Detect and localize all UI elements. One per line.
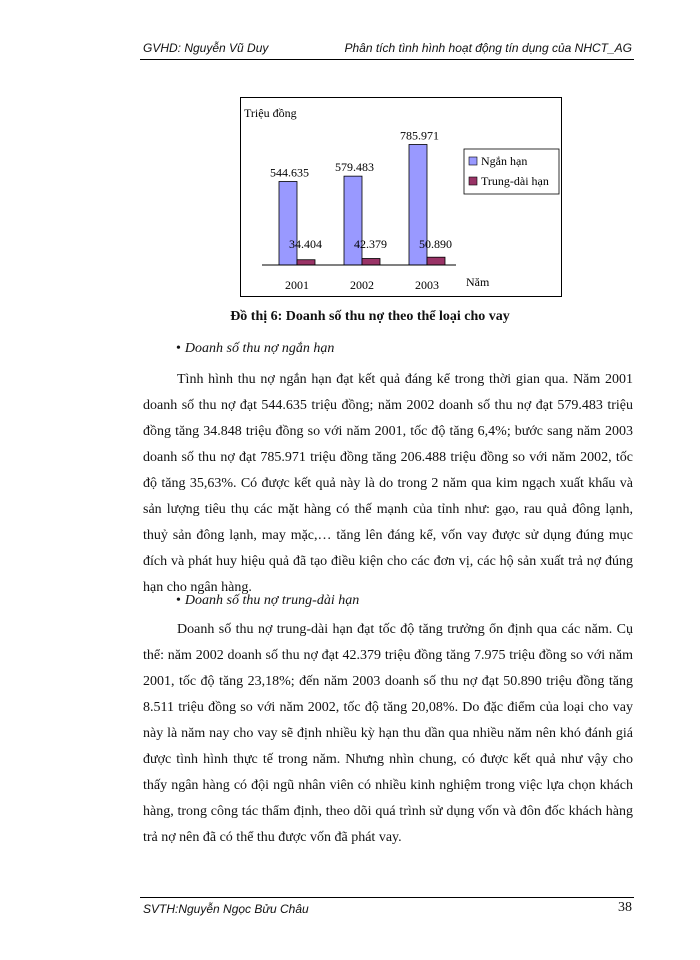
data-label-ngan-han-2003: 785.971 (400, 128, 439, 143)
section-title: Doanh số thu nợ trung-dài hạn (184, 593, 360, 608)
x-tick-2002: 2002 (350, 278, 374, 292)
bullet-icon: • (176, 593, 181, 608)
legend-label-trung-dai-han: Trung-dài hạn (481, 174, 549, 188)
chart-caption: Đồ thị 6: Doanh số thu nợ theo thể loại cho vay (230, 309, 510, 324)
section-heading-medium-long-term (176, 593, 359, 609)
data-label-trung-dai-han-2003: 50.890 (419, 237, 452, 251)
bar-trung-dai-han-2001 (297, 260, 315, 265)
paragraph-text: Doanh số thu nợ trung-dài hạn đạt tốc độ tăng trưởng ổn định qua các năm. Cụ thể: năm 2002 doanh số thu nợ đạt 42.379 triệu đồng tăng 7.975 triệu đồng so với năm 2001, tốc độ tăng 23,18%; đến năm 2003 doanh số thu nợ đạt 50.890 triệu đồng tăng 8.511 triệu đồng so với năm 2002, tốc độ tăng 20,08%. Do đặc điểm của loại cho vay này là năm nay cho vay sẽ định nhiều kỳ hạn thu dần qua nhiều năm nên khó đánh giá được tình hình thực tế trong năm. Nhưng nhìn chung, có được kết quả như vậy cho thấy ngân hàng có đội ngũ nhân viên có nhiều kinh nghiệm trong việc lựa chọn khách hàng, trong công tác thẩm định, theo dõi quá trình sử dụng vốn và đôn đốc khách hàng trả nợ nên đã có thể thu được vốn đã phát vay. (143, 622, 633, 845)
header-advisor: GVHD: Nguyễn Vũ Duy (143, 41, 269, 55)
bar-trung-dai-han-2003 (427, 257, 445, 265)
page-footer (143, 902, 632, 920)
chart-xlabel: Năm (466, 275, 490, 289)
data-label-ngan-han-2001: 544.635 (270, 165, 309, 180)
x-tick-2003: 2003 (415, 278, 439, 292)
data-label-trung-dai-han-2002: 42.379 (354, 237, 387, 251)
chart-legend (464, 149, 559, 194)
header-divider (140, 59, 634, 60)
bar-trung-dai-han-2002 (362, 259, 380, 265)
bar-ngan-han-2001 (279, 181, 297, 265)
legend-label-ngan-han: Ngắn hạn (481, 154, 528, 168)
paragraph-short-term (143, 367, 633, 601)
header-title: Phân tích tình hình hoạt động tín dụng của NHCT_AG (344, 41, 632, 55)
legend-swatch-trung-dai-han (469, 177, 477, 185)
x-tick-2001: 2001 (285, 278, 309, 292)
data-label-ngan-han-2002: 579.483 (335, 160, 374, 175)
bar-ngan-han-2002 (344, 176, 362, 265)
paragraph-medium-long-term (143, 617, 633, 851)
page-number: 38 (618, 900, 632, 915)
footer-divider (140, 897, 634, 898)
section-heading-short-term (176, 341, 334, 357)
legend-swatch-ngan-han (469, 157, 477, 165)
chart-ylabel: Triệu đồng (244, 106, 297, 120)
section-title: Doanh số thu nợ ngắn hạn (184, 341, 335, 356)
paragraph-text: Tình hình thu nợ ngắn hạn đạt kết quả đáng kể trong thời gian qua. Năm 2001 doanh số thu nợ đạt 544.635 triệu đồng; năm 2002 doanh số thu nợ đạt 579.483 triệu đồng tăng 34.848 triệu đồng so với năm 2001, tốc độ tăng 6,4%; bước sang năm 2003 doanh số thu nợ đạt 785.971 triệu đồng tăng 206.488 triệu đồng so với năm 2002, tốc độ tăng 35,63%. Có được kết quả này là do trong 2 năm qua kim ngạch xuất khẩu và sản lượng tiêu thụ các mặt hàng có thế mạnh của tỉnh như: gạo, rau quả đông lạnh, thuỷ sản đông lạnh, may mặc,… tăng lên đáng kể, vốn vay được sử dụng đúng mục đích và phát huy hiệu quả đã tạo điều kiện cho các đơn vị, các hộ sản xuất trả nợ đúng hạn cho ngân hàng. (143, 372, 633, 595)
bar-chart (240, 97, 562, 297)
footer-author: SVTH:Nguyễn Ngọc Bửu Châu (143, 902, 309, 916)
page-header (143, 41, 632, 59)
data-label-trung-dai-han-2001: 34.404 (289, 237, 322, 251)
bullet-icon: • (176, 341, 181, 356)
